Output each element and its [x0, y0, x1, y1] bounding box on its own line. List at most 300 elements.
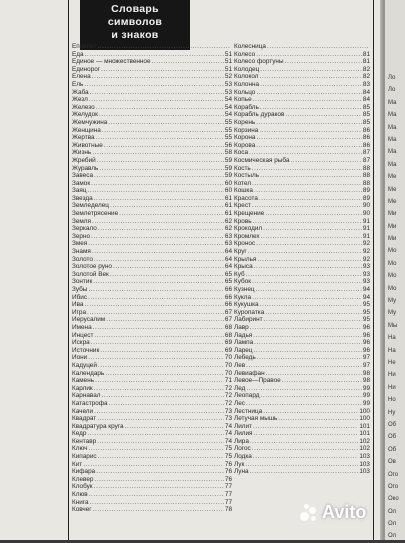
index-entry	[72, 157, 232, 165]
entry-term: Лестница	[234, 407, 263, 415]
entry-page	[369, 43, 370, 51]
entry-term: Корова	[234, 141, 256, 149]
leader-dots	[100, 347, 224, 355]
right-page-fragment: Ме	[388, 198, 397, 205]
entry-page: 70	[224, 361, 232, 369]
entry-page: 98	[362, 377, 370, 385]
entry-term: Коса	[234, 149, 249, 157]
leader-dots	[250, 324, 362, 332]
entry-page: 92	[362, 240, 370, 248]
entry-term: Катастрофа	[72, 399, 108, 407]
entry-term: Кукушка	[234, 301, 259, 309]
entry-term: Иерусалим	[72, 316, 106, 324]
right-page-fragment: Ло	[388, 75, 396, 81]
entry-term: Корабль	[234, 103, 259, 111]
entry-term: Луна	[234, 468, 249, 476]
entry-term: Кубок	[234, 278, 252, 286]
index-entry	[72, 210, 232, 218]
entry-term: Игра	[72, 308, 87, 316]
right-page-fragment: Об	[388, 446, 397, 453]
leader-dots	[119, 210, 224, 218]
entry-term: Красота	[234, 194, 258, 202]
entry-page: 100	[359, 407, 370, 415]
leader-dots	[245, 461, 358, 469]
entry-term: Кошка	[234, 187, 253, 195]
entry-page: 78	[224, 506, 232, 514]
leader-dots	[256, 134, 361, 142]
index-entry	[72, 385, 232, 393]
entry-page: 94	[362, 293, 370, 301]
leader-dots	[95, 377, 224, 385]
entry-term: Единое — множественное	[72, 58, 151, 66]
entry-page: 67	[224, 308, 232, 316]
leader-dots	[278, 415, 358, 423]
right-page-fragment: Ма	[388, 149, 397, 156]
entry-page: 61	[224, 210, 232, 218]
leader-dots	[106, 316, 224, 324]
index-entry	[234, 445, 370, 453]
index-entry	[234, 66, 370, 74]
entry-term: Желудок	[72, 111, 98, 119]
entry-term: Лебедь	[234, 354, 256, 362]
leader-dots	[257, 256, 362, 264]
entry-page: 97	[362, 354, 370, 362]
leader-dots	[264, 316, 362, 324]
right-page-fragment: Ме	[388, 174, 397, 181]
entry-term: Жаба	[72, 88, 89, 96]
entry-term: Лук	[234, 460, 245, 468]
entry-term: Ларец	[234, 346, 253, 354]
index-entry	[234, 468, 370, 476]
leader-dots	[257, 354, 362, 362]
leader-dots	[90, 499, 224, 507]
entry-term: Клевер	[72, 475, 94, 483]
entry-term: Ладья	[234, 331, 253, 339]
index-entry	[234, 438, 370, 446]
leader-dots	[99, 111, 224, 119]
entry-page: 72	[224, 399, 232, 407]
entry-page: 64	[224, 263, 232, 271]
leader-dots	[97, 415, 224, 423]
index-entry	[234, 149, 370, 157]
index-entry	[72, 468, 232, 476]
leader-dots	[94, 483, 224, 491]
right-page-fragment: Ми	[388, 223, 397, 230]
leader-dots	[88, 240, 224, 248]
entry-term: Крокодил	[234, 225, 263, 233]
index-entry	[234, 392, 370, 400]
entry-page: 88	[362, 164, 370, 172]
leader-dots	[101, 66, 224, 74]
leader-dots	[94, 476, 223, 484]
entry-page: 101	[359, 422, 370, 430]
leader-dots	[259, 195, 362, 203]
index-entry	[234, 347, 370, 355]
entry-term: Инцест	[72, 331, 94, 339]
entry-page: 62	[224, 225, 232, 233]
index-entry	[72, 294, 232, 302]
entry-term: Кузнец	[234, 286, 255, 293]
entry-page: 60	[224, 187, 232, 195]
right-page-fragment: Ол	[388, 508, 397, 515]
entry-term: Лес	[234, 399, 245, 407]
index-entry	[72, 180, 232, 188]
leader-dots	[113, 263, 224, 271]
index-entry	[72, 408, 232, 416]
leader-dots	[260, 301, 362, 309]
entry-page: 72	[224, 392, 232, 400]
leader-dots	[248, 248, 362, 256]
index-entry	[72, 506, 232, 514]
leader-dots	[252, 202, 362, 210]
leader-dots	[89, 96, 224, 104]
leader-dots	[91, 180, 224, 188]
entry-page: 71	[224, 377, 232, 385]
right-page-fragment: На	[388, 335, 396, 342]
leader-dots	[260, 104, 362, 112]
entry-term: Зубы	[72, 286, 88, 293]
leader-dots	[91, 339, 224, 347]
right-page-fragment: Об	[388, 421, 397, 428]
index-entry	[72, 58, 232, 66]
entry-term: Логос	[234, 445, 251, 453]
index-entry	[234, 225, 370, 233]
leader-dots	[87, 309, 224, 317]
right-page-fragment: Ми	[388, 236, 397, 243]
entry-page: 54	[224, 103, 232, 111]
leader-dots	[290, 157, 361, 165]
index-entry	[72, 119, 232, 127]
entry-term: Летучая мышь	[234, 415, 278, 423]
right-page-fragment: На	[388, 347, 396, 354]
index-entry	[72, 400, 232, 408]
index-entry	[72, 445, 232, 453]
right-page-fragment: Ма	[388, 112, 397, 119]
leader-dots	[263, 225, 362, 233]
entry-page: 87	[362, 149, 370, 157]
entry-term: Еппипет	[72, 43, 97, 50]
leader-dots	[246, 271, 362, 279]
entry-page: 95	[362, 316, 370, 324]
entry-term: Кронос	[234, 240, 256, 248]
entry-term: Колодец	[234, 65, 260, 73]
entry-page: 92	[362, 248, 370, 256]
index-entry	[72, 423, 232, 431]
leader-dots	[266, 370, 362, 378]
entry-page: 54	[224, 96, 232, 104]
index-entry	[72, 127, 232, 135]
leader-dots	[93, 278, 224, 286]
index-entry	[72, 309, 232, 317]
leader-dots	[110, 202, 224, 210]
title-line-2: символов	[107, 16, 163, 28]
entry-page: 93	[362, 263, 370, 271]
entry-page: 54	[224, 111, 232, 119]
index-entry	[72, 256, 232, 264]
leader-dots	[253, 423, 358, 431]
index-entry	[72, 347, 232, 355]
entry-term: Календарь	[72, 369, 105, 377]
entry-term: Жертва	[72, 134, 95, 142]
leader-dots	[260, 73, 362, 81]
leader-dots	[253, 96, 362, 104]
entry-page: 95	[362, 308, 370, 316]
entry-page: 67	[224, 316, 232, 324]
entry-term: Кукла	[234, 293, 252, 301]
entry-page: 101	[359, 430, 370, 438]
entry-term: Зеркало	[72, 225, 97, 233]
index-entry	[234, 400, 370, 408]
index-entry	[234, 73, 370, 81]
index-entry	[72, 430, 232, 438]
entry-page: 53	[224, 80, 232, 88]
entry-term: Землетрясение	[72, 210, 119, 218]
entry-page: 55	[224, 118, 232, 126]
leader-dots	[99, 165, 224, 173]
entry-term: Крещение	[234, 210, 265, 218]
index-entry	[72, 362, 232, 370]
right-page-fragment: Ов	[388, 459, 396, 466]
entry-term: Замок	[72, 179, 91, 187]
entry-term: Жезл	[72, 96, 88, 104]
entry-term: Йони	[72, 354, 88, 362]
index-entry	[72, 377, 232, 385]
index-entry	[234, 51, 370, 59]
entry-term: Зонтик	[72, 278, 93, 286]
entry-term: Карнавал	[72, 392, 101, 400]
title-line-1: Словарь	[111, 3, 159, 15]
entry-term: Кедр	[72, 430, 87, 438]
leader-dots	[254, 339, 362, 347]
leader-dots	[256, 240, 362, 248]
leader-dots	[256, 89, 362, 97]
entry-page: 83	[362, 80, 370, 88]
entry-term: Квадратура круга	[72, 422, 124, 430]
index-column-right	[234, 43, 370, 476]
index-entry	[72, 165, 232, 173]
entry-term: Еда	[72, 50, 84, 58]
leader-dots	[90, 89, 224, 97]
leader-dots	[285, 111, 362, 119]
entry-page: 89	[362, 187, 370, 195]
index-entry	[234, 233, 370, 241]
entry-page: 77	[224, 498, 232, 506]
entry-term: Кит	[72, 460, 83, 468]
index-entry	[72, 218, 232, 226]
leader-dots	[104, 142, 224, 150]
entry-term: Карлик	[72, 384, 93, 392]
entry-page: 66	[224, 293, 232, 301]
leader-dots	[260, 392, 361, 400]
leader-dots	[89, 491, 224, 499]
entry-page: 86	[362, 134, 370, 142]
entry-term: Единорог	[72, 65, 101, 73]
leader-dots	[84, 301, 223, 309]
right-page-fragments	[388, 72, 399, 543]
leader-dots	[97, 438, 224, 446]
leader-dots	[102, 392, 224, 400]
entry-term: Куропатка	[234, 308, 265, 316]
index-entry	[234, 461, 370, 469]
entry-page: 85	[362, 103, 370, 111]
right-page-fragment: Ма	[388, 124, 397, 131]
entry-term: Левое—Правое	[234, 377, 281, 385]
entry-page: 100	[359, 415, 370, 423]
entry-page: 95	[362, 301, 370, 309]
index-entry	[234, 316, 370, 324]
right-page-fragment: Ло	[388, 87, 396, 94]
leader-dots	[105, 370, 224, 378]
leader-dots	[94, 385, 224, 393]
entry-page: 53	[224, 88, 232, 96]
leader-dots	[84, 81, 224, 89]
right-page-fragment: Мо	[388, 260, 397, 267]
entry-term: Лавр	[234, 323, 249, 331]
right-page-fragment: Ни	[388, 372, 396, 379]
entry-term: Жемчужина	[72, 118, 108, 126]
entry-page: 97	[362, 361, 370, 369]
leader-dots	[94, 408, 224, 416]
leader-dots	[285, 58, 362, 66]
index-entry	[72, 461, 232, 469]
index-entry	[72, 301, 232, 309]
index-entry	[72, 491, 232, 499]
index-entry	[234, 111, 370, 119]
right-page-fragment: Ну	[388, 409, 396, 416]
entry-term: Журавль	[72, 164, 99, 172]
index-entry	[72, 499, 232, 507]
index-entry	[72, 476, 232, 484]
entry-page: 75	[224, 453, 232, 461]
index-entry	[72, 172, 232, 180]
entry-term: Железо	[72, 103, 95, 111]
entry-term: Камень	[72, 377, 95, 385]
leader-dots	[97, 43, 231, 51]
index-entry	[72, 324, 232, 332]
entry-page: 92	[362, 255, 370, 263]
entry-term: Кипарис	[72, 453, 97, 461]
entry-page: 90	[362, 202, 370, 210]
leader-dots	[252, 445, 359, 453]
index-entry	[234, 248, 370, 256]
entry-page: 62	[224, 217, 232, 225]
entry-page: 60	[224, 179, 232, 187]
leader-dots	[88, 286, 224, 294]
leader-dots	[260, 81, 362, 89]
index-entry	[234, 263, 370, 271]
entry-page: 91	[362, 232, 370, 240]
leader-dots	[282, 377, 362, 385]
index-entry	[234, 430, 370, 438]
leader-dots	[85, 51, 224, 59]
leader-dots	[93, 324, 224, 332]
entry-page: 94	[362, 286, 370, 293]
right-page-fragment: Ми	[388, 211, 397, 218]
entry-page: 51	[224, 58, 232, 66]
entry-page: 55	[224, 126, 232, 134]
entry-term: Колесо фортуны	[234, 58, 284, 66]
entry-page: 75	[224, 445, 232, 453]
entry-page: 72	[224, 384, 232, 392]
leader-dots	[94, 256, 224, 264]
index-entry	[234, 142, 370, 150]
entry-term: Книга	[72, 498, 89, 506]
leader-dots	[96, 468, 224, 476]
index-entry	[234, 134, 370, 142]
entry-term: Кентавр	[72, 437, 97, 445]
index-entry	[234, 210, 370, 218]
index-entry	[72, 483, 232, 491]
entry-page: 74	[224, 422, 232, 430]
entry-term: Кость	[234, 164, 251, 172]
entry-page: 69	[224, 346, 232, 354]
index-entry	[72, 66, 232, 74]
leader-dots	[250, 468, 359, 476]
leader-dots	[110, 271, 224, 279]
entry-page: 58	[224, 149, 232, 157]
index-entry	[234, 89, 370, 97]
entry-page: 85	[362, 118, 370, 126]
leader-dots	[249, 149, 362, 157]
entry-term: Лед	[234, 384, 246, 392]
index-entry	[72, 240, 232, 248]
leader-dots	[125, 423, 224, 431]
entry-page: 88	[362, 172, 370, 180]
entry-term: Колонна	[234, 80, 260, 88]
index-entry	[234, 104, 370, 112]
leader-dots	[265, 309, 362, 317]
index-entry	[72, 195, 232, 203]
entry-term: Клобук	[72, 483, 93, 491]
leader-dots	[92, 73, 224, 81]
entry-page: 76	[224, 460, 232, 468]
entry-term: Ковчег	[72, 506, 92, 514]
entry-page: 63	[224, 240, 232, 248]
entry-term: Лилия	[234, 430, 253, 438]
entry-page: 103	[359, 453, 370, 461]
entry-page: 64	[224, 255, 232, 263]
index-entry	[234, 202, 370, 210]
index-entry	[234, 187, 370, 195]
entry-page: 64	[224, 248, 232, 256]
entry-page: 84	[362, 96, 370, 104]
entry-term: Кифара	[72, 468, 96, 476]
right-page-fragment: Ма	[388, 161, 397, 168]
leader-dots	[246, 400, 362, 408]
entry-page: 63	[224, 232, 232, 240]
entry-page: 81	[362, 50, 370, 58]
entry-page: 98	[362, 369, 370, 377]
avito-watermark	[298, 502, 366, 523]
leader-dots	[253, 332, 362, 340]
entry-term: Лира	[234, 437, 249, 445]
entry-page: 55	[224, 134, 232, 142]
entry-page: 96	[362, 323, 370, 331]
entry-term: Кровь	[234, 217, 252, 225]
entry-term: Лампа	[234, 339, 254, 347]
entry-term: Звезда	[72, 194, 93, 202]
index-entry	[234, 165, 370, 173]
right-page-fragment: Мо	[388, 285, 397, 292]
index-entry	[72, 134, 232, 142]
leader-dots	[253, 218, 362, 226]
leader-dots	[88, 187, 224, 195]
entry-page: 59	[224, 172, 232, 180]
index-entry	[72, 149, 232, 157]
entry-page: 102	[359, 445, 370, 453]
right-page-fragment: Ме	[388, 186, 397, 193]
index-entry	[72, 51, 232, 59]
